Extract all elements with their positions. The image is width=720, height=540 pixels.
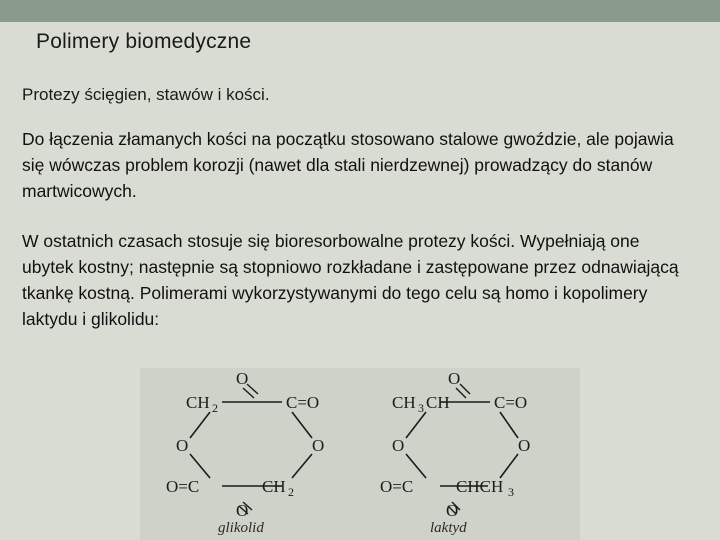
left-label-co-top: C=O xyxy=(286,393,320,412)
left-label-ch2: CH xyxy=(186,393,210,412)
right-label-o-right: O xyxy=(518,436,531,455)
chemical-structures-svg xyxy=(140,368,580,540)
page-title: Polimery biomedyczne xyxy=(36,30,252,53)
right-label-chch3-sub: 3 xyxy=(508,485,514,499)
body-paragraph-2: W ostatnich czasach stosuje się bioresorbowalne protezy kości. Wypełniają one ubytek kostny; następnie są stopniowo rozkładane i zastępowane przez odnawiającą tkankę kostną. Polimerami wykorzystywanymi do tego celu są homo i kopolimery laktydu i glikolidu: xyxy=(22,231,679,329)
slide-subtitle: Protezy ścięgien, stawów i kości. xyxy=(22,85,270,104)
right-label-ch3ch: CH xyxy=(392,393,416,412)
slide-top-accent-bar xyxy=(0,0,720,22)
left-label-oc-bottom: O=C xyxy=(166,477,200,496)
right-label-oc-bottom: O=C xyxy=(380,477,414,496)
right-label-o-bottommost: O xyxy=(446,501,459,520)
right-label-ch3ch-sub: 3 xyxy=(418,401,424,415)
figure-caption-left: glikolid xyxy=(218,520,264,536)
body-paragraph-1: Do łączenia złamanych kości na początku stosowano stalowe gwoździe, ale pojawia się wówczas problem korozji (nawet dla stali nierdzewnej) prowadzący do stanów martwicowych. xyxy=(22,129,674,201)
right-label-co-top: C=O xyxy=(494,393,528,412)
right-label-o-topmost: O xyxy=(448,369,461,388)
chemical-structures-figure xyxy=(140,368,580,540)
left-label-ch2-bottom: CH xyxy=(262,477,286,496)
left-label-o-topmost: O xyxy=(236,369,249,388)
right-label-o-left: O xyxy=(392,436,405,455)
figure-caption-right: laktyd xyxy=(430,520,467,536)
left-label-o-bottommost: O xyxy=(236,501,249,520)
left-label-o-right: O xyxy=(312,436,325,455)
right-label-ch: CH xyxy=(426,393,450,412)
right-label-chch3: CHCH xyxy=(456,477,504,496)
left-label-ch2-bottom-sub: 2 xyxy=(288,485,294,499)
left-label-o-left: O xyxy=(176,436,189,455)
left-label-ch2-sub: 2 xyxy=(212,401,218,415)
